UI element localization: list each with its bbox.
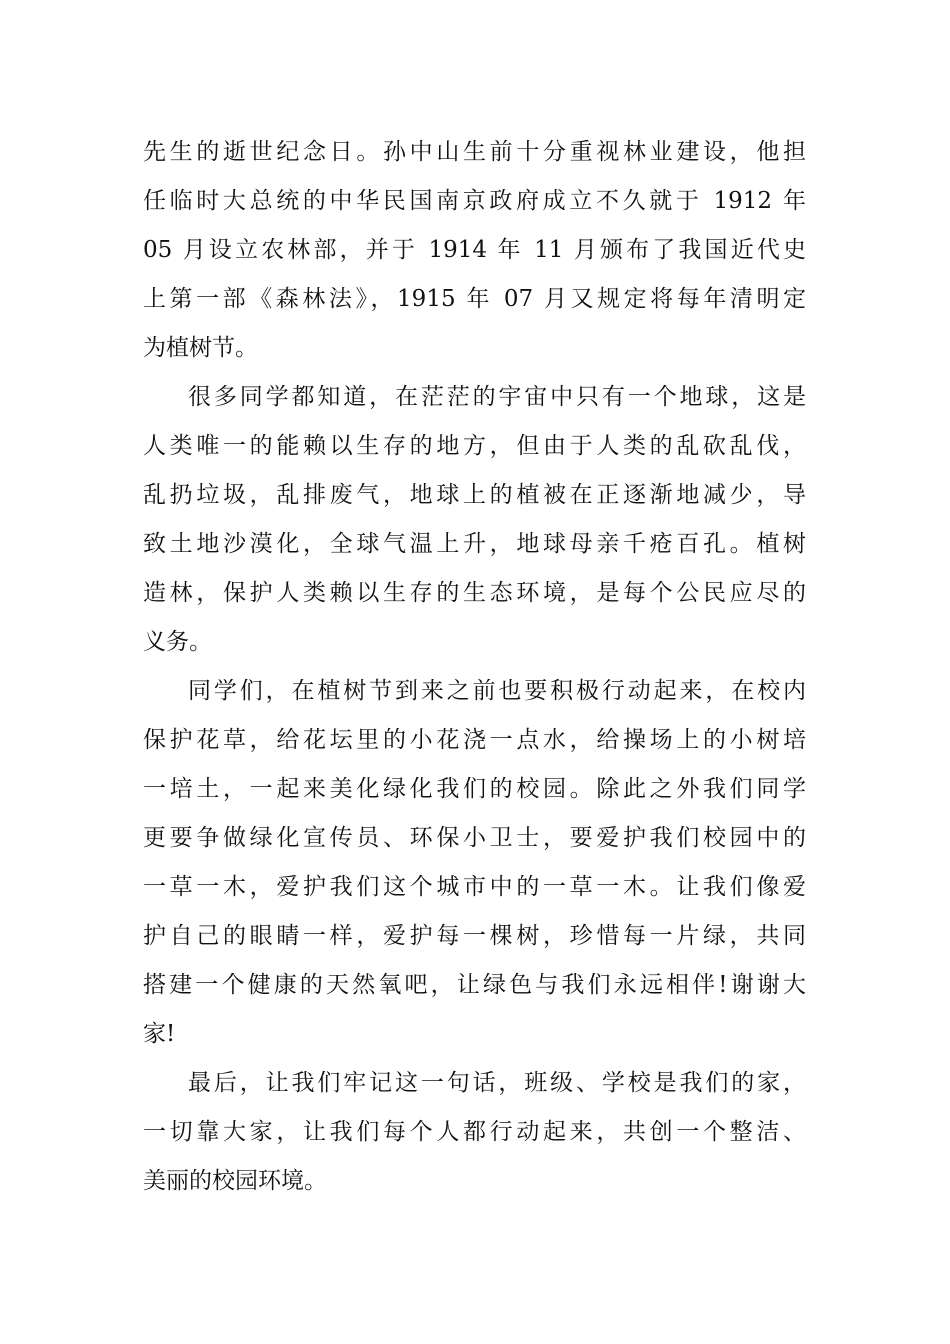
paragraph-closing xyxy=(143,1059,806,1206)
text-line: 最后，让我们牢记这一句话，班级、学校是我们的家， xyxy=(188,1070,806,1096)
document-page xyxy=(143,128,806,1206)
text-line: 05 月设立农林部，并于 1914 年 11 月颁布了我国近代史 xyxy=(143,237,806,263)
text-line: 上第一部《森林法》，1915 年 07 月又规定将每年清明定 xyxy=(143,286,806,312)
text-line: 家! xyxy=(143,1021,176,1047)
text-line: 很多同学都知道，在茫茫的宇宙中只有一个地球，这是 xyxy=(188,384,806,410)
text-line: 同学们，在植树节到来之前也要积极行动起来，在校内 xyxy=(188,678,806,704)
text-line: 乱扔垃圾，乱排废气，地球上的植被在正逐渐地减少，导 xyxy=(143,482,806,508)
text-line: 人类唯一的能赖以生存的地方，但由于人类的乱砍乱伐， xyxy=(143,433,806,459)
text-line: 搭建一个健康的天然氧吧，让绿色与我们永远相伴!谢谢大 xyxy=(143,972,806,998)
paragraph-call-to-action xyxy=(143,667,806,1059)
paragraph-sun-yatsen-history xyxy=(143,128,806,373)
text-line: 一培土，一起来美化绿化我们的校园。除此之外我们同学 xyxy=(143,776,806,802)
text-line: 致土地沙漠化，全球气温上升，地球母亲千疮百孔。植树 xyxy=(143,531,806,557)
text-line: 先生的逝世纪念日。孙中山生前十分重视林业建设，他担 xyxy=(143,139,806,165)
text-line: 义务。 xyxy=(143,629,212,655)
text-line: 保护花草，给花坛里的小花浇一点水，给操场上的小树培 xyxy=(143,727,806,753)
text-line: 一草一木，爱护我们这个城市中的一草一木。让我们像爱 xyxy=(143,874,806,900)
text-line: 任临时大总统的中华民国南京政府成立不久就于 1912 年 xyxy=(143,188,806,214)
text-line: 为植树节。 xyxy=(143,335,258,361)
text-line: 美丽的校园环境。 xyxy=(143,1168,327,1194)
text-line: 更要争做绿化宣传员、环保小卫士，要爱护我们校园中的 xyxy=(143,825,806,851)
paragraph-earth-environment xyxy=(143,373,806,667)
text-line: 护自己的眼睛一样，爱护每一棵树，珍惜每一片绿，共同 xyxy=(143,923,806,949)
text-line: 一切靠大家，让我们每个人都行动起来，共创一个整洁、 xyxy=(143,1119,806,1145)
text-line: 造林，保护人类赖以生存的生态环境，是每个公民应尽的 xyxy=(143,580,806,606)
